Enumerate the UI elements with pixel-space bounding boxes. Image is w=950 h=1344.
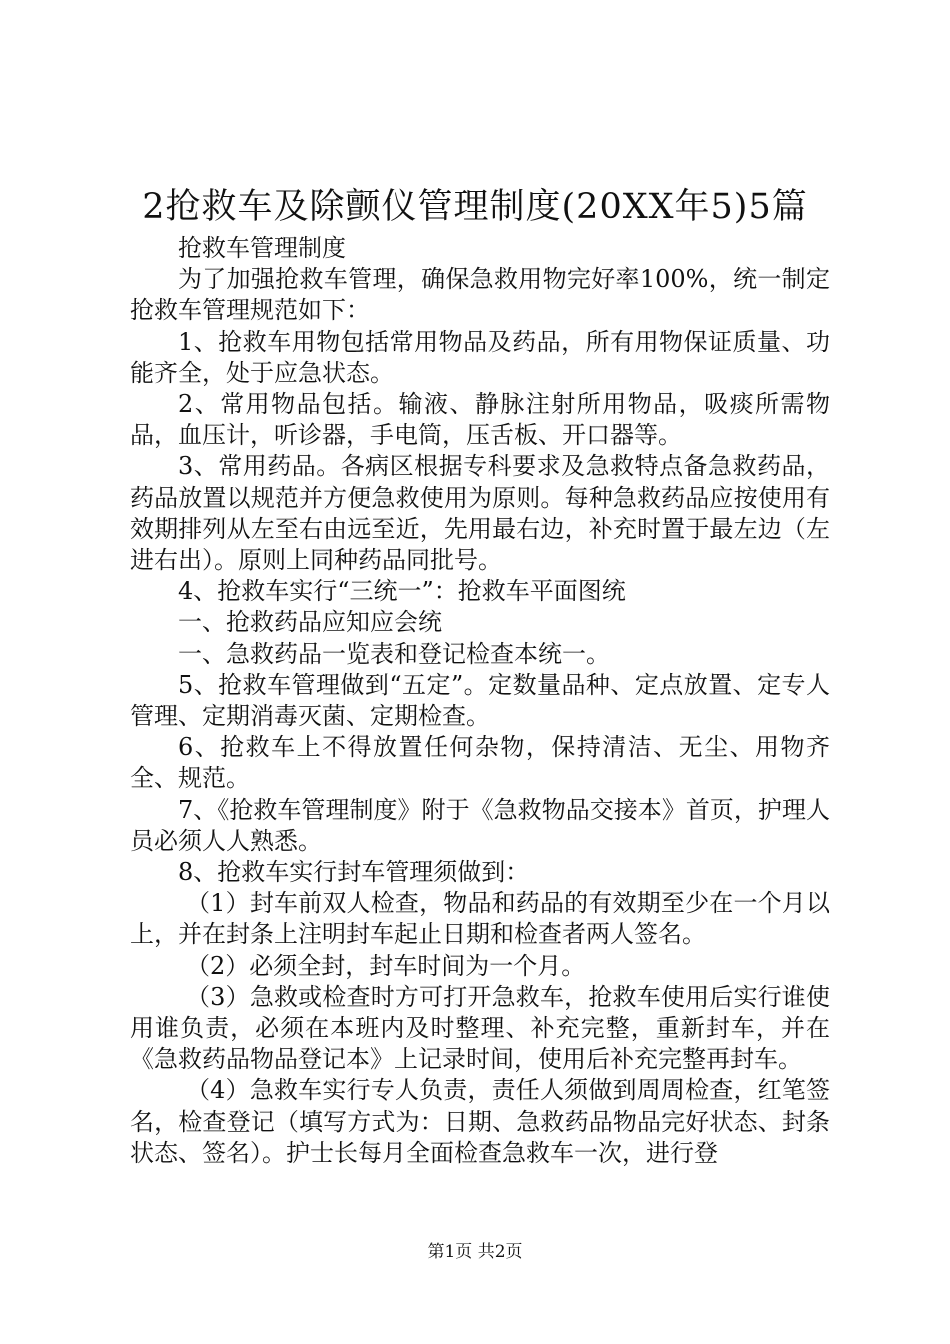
paragraph: 5、抢救车管理做到“五定”。定数量品种、定点放置、定专人管理、定期消毒灭菌、定期检查。 xyxy=(130,670,830,731)
paragraph: （2）必须全封，封车时间为一个月。 xyxy=(186,951,586,980)
paragraph: 3、常用药品。各病区根据专科要求及急救特点备急救药品，药品放置以规范并方便急救使用为原则。每种急救药品应按使用有效期排列从左至右由远至近，先用最右边，补充时置于最左边（左进右出）。原则上同种药品同批号。 xyxy=(130,452,830,575)
paragraph: 8、抢救车实行封车管理须做到： xyxy=(178,858,530,887)
paragraph: （1）封车前双人检查，物品和药品的有效期至少在一个月以上，并在封条上注明封车起止日期和检查者两人签名。 xyxy=(130,889,830,949)
page-footer: 第1页 共2页 xyxy=(427,1242,523,1262)
paragraph: 一、抢救药品应知应会统 xyxy=(178,608,442,637)
paragraph: 一、急救药品一览表和登记检查本统一。 xyxy=(178,639,610,668)
paragraph: 2、常用物品包括。输液、静脉注射所用物品，吸痰所需物品，血压计，听诊器，手电筒，压舌板、开口器等。 xyxy=(130,390,830,450)
paragraph: （3）急救或检查时方可打开急救车，抢救车使用后实行谁使用谁负责，必须在本班内及时整理、补充完整，重新封车，并在《急救药品物品登记本》上记录时间，使用后补充完整再封车。 xyxy=(130,982,830,1074)
paragraph: 为了加强抢救车管理，确保急救用物完好率100%，统一制定抢救车管理规范如下： xyxy=(130,265,830,325)
paragraph: （4）急救车实行专人负责，责任人须做到周周检查，红笔签名，检查登记（填写方式为：日期、急救药品物品完好状态、封条状态、签名）。护士长每月全面检查急救车一次，进行登 xyxy=(130,1076,830,1167)
paragraph: 1、抢救车用物包括常用物品及药品，所有用物保证质量、功能齐全，处于应急状态。 xyxy=(130,327,830,387)
paragraph: 4、抢救车实行“三统一”：抢救车平面图统 xyxy=(178,577,626,606)
document-body xyxy=(130,233,830,1169)
paragraph: 7、《抢救车管理制度》附于《急救物品交接本》首页，护理人员必须人人熟悉。 xyxy=(130,795,830,855)
document-title: 2抢救车及除颤仪管理制度(20XX年5)5篇 xyxy=(142,187,808,227)
paragraph: 抢救车管理制度 xyxy=(178,234,346,262)
paragraph: 6、抢救车上不得放置任何杂物，保持清洁、无尘、用物齐全、规范。 xyxy=(130,733,830,793)
